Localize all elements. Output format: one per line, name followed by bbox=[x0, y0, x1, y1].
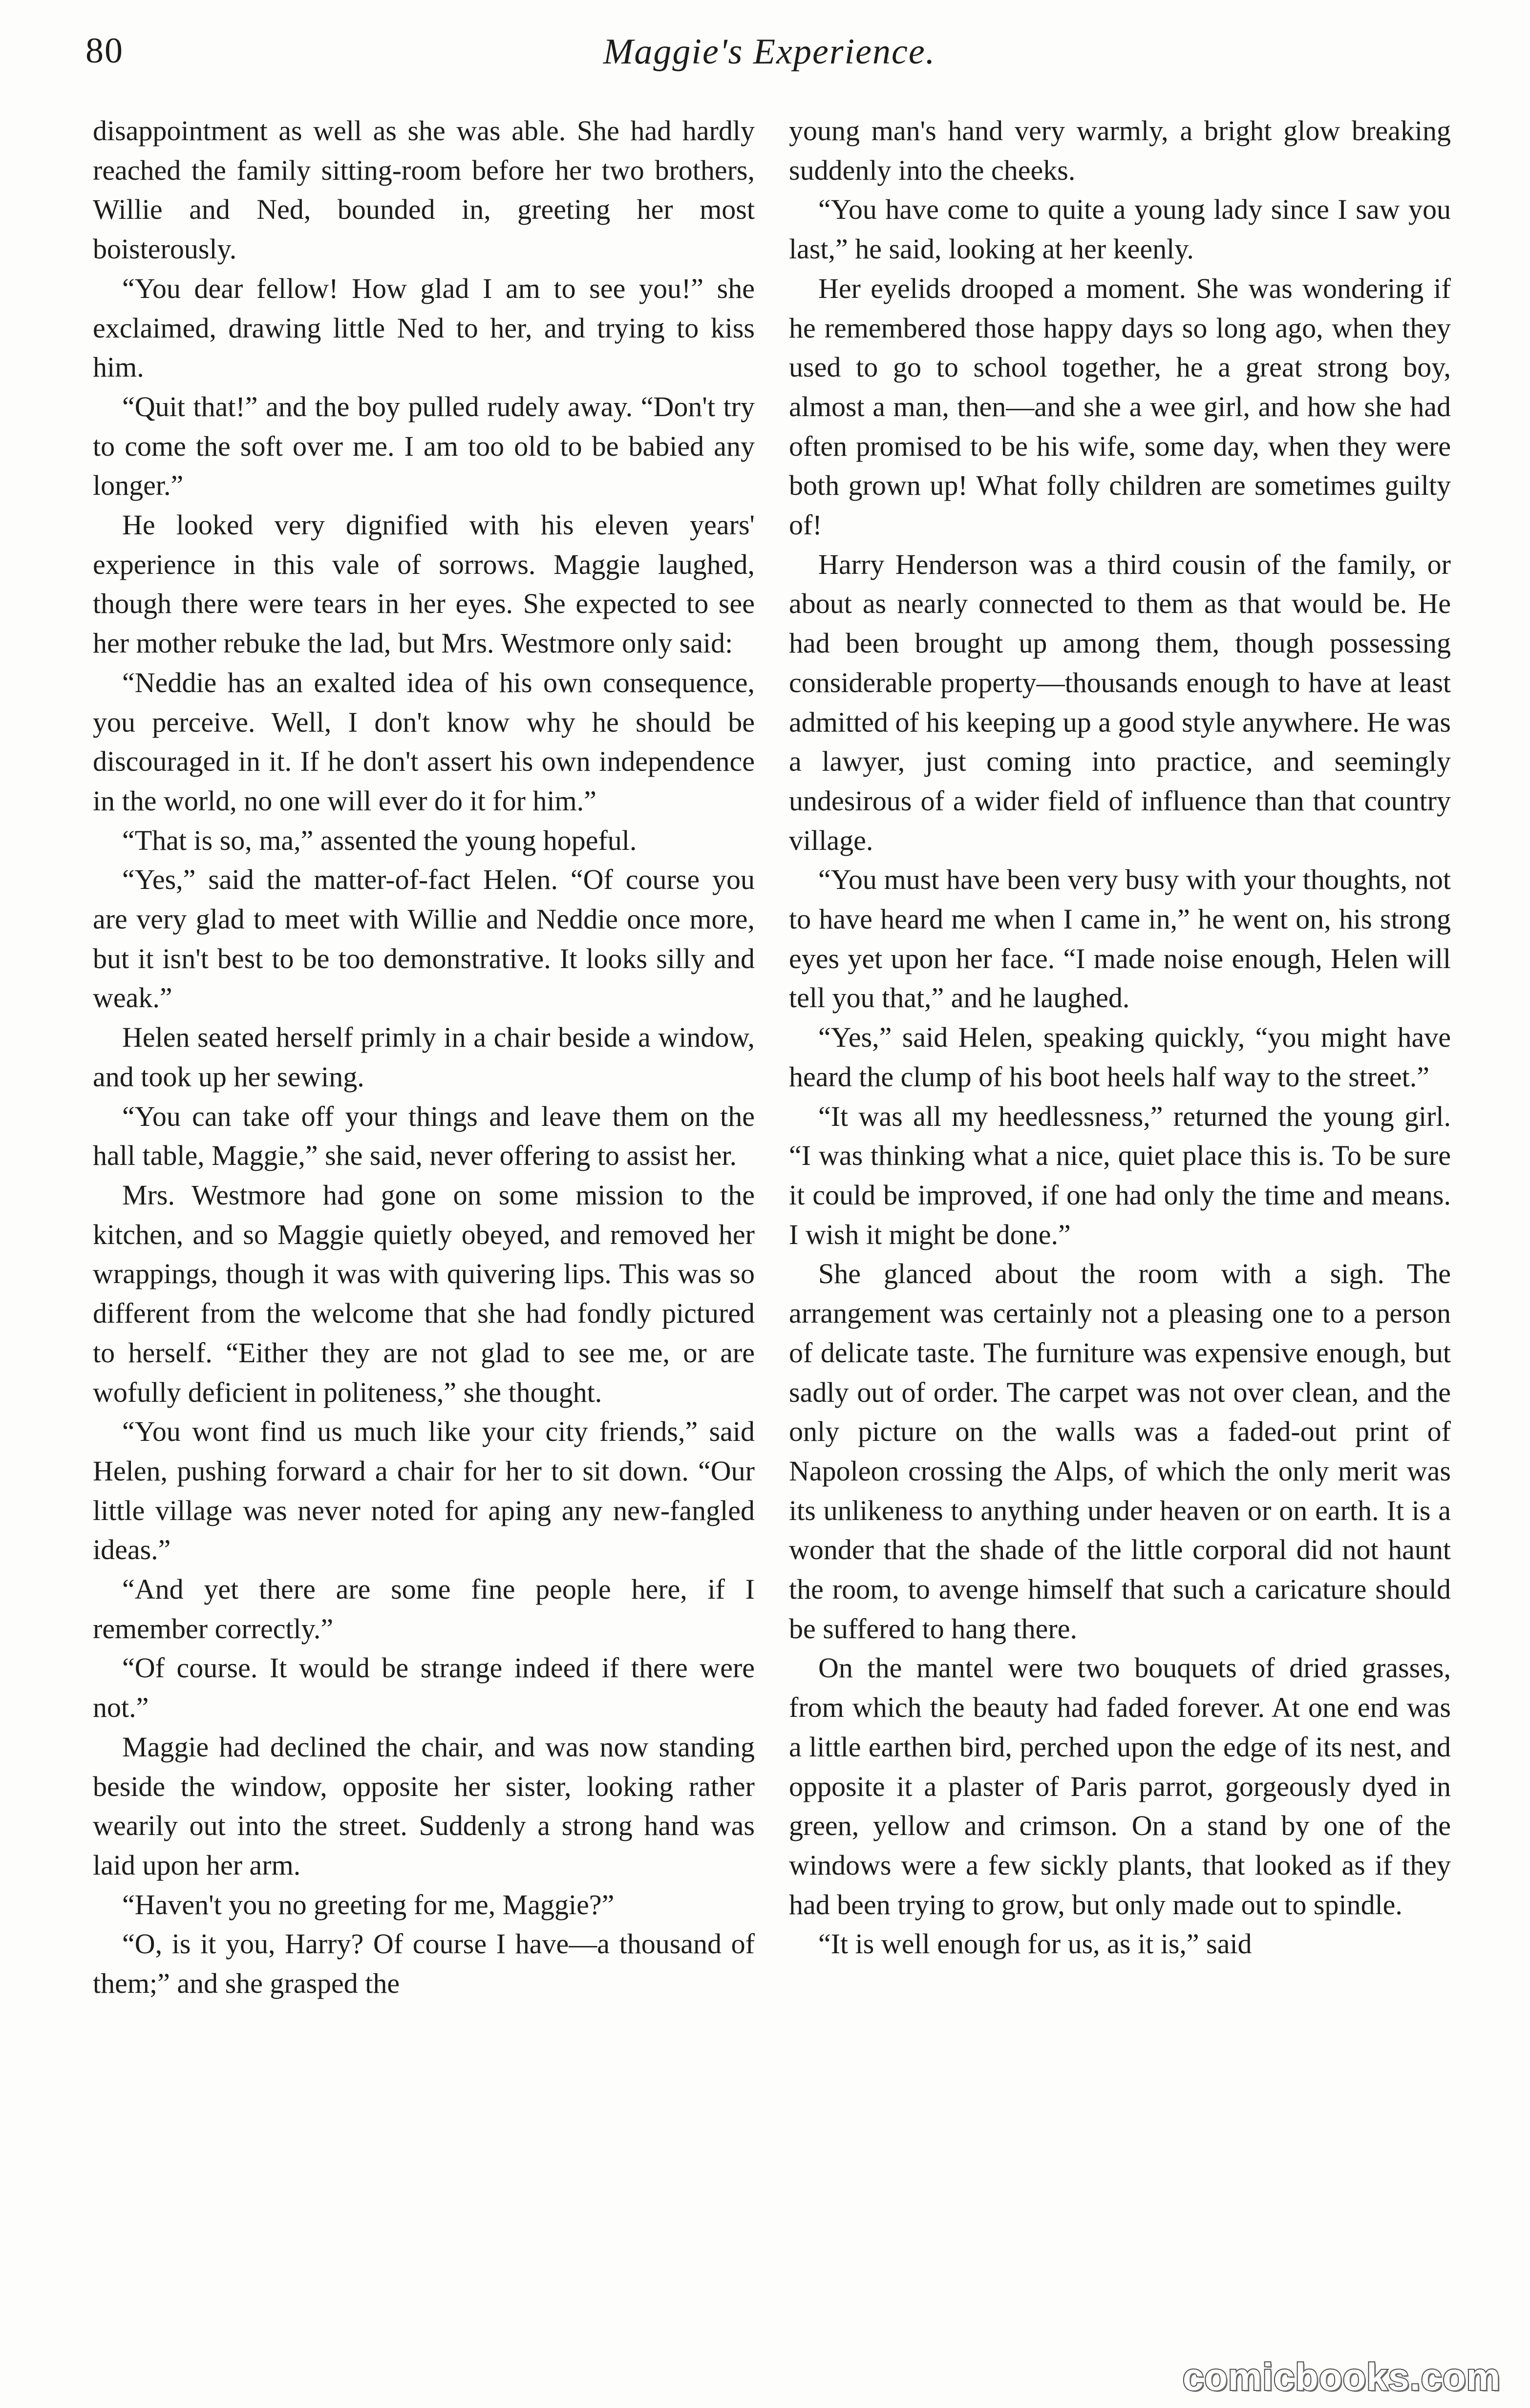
paragraph: “Yes,” said Helen, speaking quickly, “you might have heard the clump of his boot heels half way to the street.” bbox=[789, 1021, 1451, 1093]
paragraph: “Of course. It would be strange indeed if there were not.” bbox=[93, 1652, 755, 1724]
paragraph: She glanced about the room with a sigh. The arrangement was certainly not a pleasing one to a person of delicate taste. The furniture was expensive enough, but sadly out of order. The carpet was not over clean, and the only picture on the walls was a faded-out print of Napoleon crossing the Alps, of which the only merit was its unlikeness to anything under heaven or on earth. It is a wonder that the shade of the little corporal did not haunt the room, to avenge himself that such a caricature should be suffered to hang there. bbox=[789, 1258, 1451, 1645]
paragraph: “You can take off your things and leave them on the hall table, Maggie,” she said, never offering to assist her. bbox=[93, 1100, 755, 1172]
paragraph: Her eyelids drooped a moment. She was wondering if he remembered those happy days so long ago, when they used to go to school together, he a great strong boy, almost a man, then—and she a wee girl, and how she had often promised to be his wife, some day, when they were both grown up! What folly children are sometimes guilty of! bbox=[789, 272, 1451, 541]
paragraph: “Yes,” said the matter-of-fact Helen. “Of course you are very glad to meet with Willie and Neddie once more, but it isn't best to be too demonstrative. It looks silly and weak.” bbox=[93, 864, 755, 1014]
paragraph: He looked very dignified with his eleven years' experience in this vale of sorrows. Maggie laughed, though there were tears in her eyes. She expected to see her mother rebuke the lad, but Mrs. Westmore only said: bbox=[93, 509, 755, 659]
paragraph: “Neddie has an exalted idea of his own consequence, you perceive. Well, I don't know why he should be discouraged in it. If he don't assert his own independence in the world, no one will ever do it for him.” bbox=[93, 666, 755, 817]
paragraph: disappointment as well as she was able. She had hardly reached the family sitting-room before her two brothers, Willie and Ned, bounded in, greeting her most boisterously. bbox=[93, 115, 755, 265]
paragraph: “You dear fellow! How glad I am to see you!” she exclaimed, drawing little Ned to her, and trying to kiss him. bbox=[93, 272, 755, 383]
paragraph: On the mantel were two bouquets of dried grasses, from which the beauty had faded forever. At one end was a little earthen bird, perched upon the edge of its nest, and opposite it a plaster of Paris parrot, gorgeously dyed in green, yellow and crimson. On a stand by one of the windows were a few sickly plants, that looked as if they had been trying to grow, but only made out to spindle. bbox=[789, 1652, 1451, 1921]
paragraph: “You must have been very busy with your thoughts, not to have heard me when I came in,” he went on, his strong eyes yet upon her face. “I made noise enough, Helen will tell you that,” and he laughed. bbox=[789, 864, 1451, 1014]
paragraph: Harry Henderson was a third cousin of the family, or about as nearly connected to them as that would be. He had been brought up among them, though possessing considerable property—thousands enough to have at least admitted of his keeping up a good style anywhere. He was a lawyer, just coming into practice, and seemingly undesirous of a wider field of influence than that country village. bbox=[789, 548, 1451, 856]
right-column bbox=[789, 111, 1451, 1964]
paragraph: “You wont find us much like your city friends,” said Helen, pushing forward a chair for her to sit down. “Our little village was never noted for aping any new-fangled ideas.” bbox=[93, 1415, 755, 1566]
paragraph: “And yet there are some fine people here, if I remember correctly.” bbox=[93, 1573, 755, 1645]
paragraph: “You have come to quite a young lady since I saw you last,” he said, looking at her keenly. bbox=[789, 193, 1451, 265]
left-column bbox=[93, 111, 755, 2004]
paragraph: Mrs. Westmore had gone on some mission to the kitchen, and so Maggie quietly obeyed, and removed her wrappings, though it was with quivering lips. This was so different from the welcome that she had fondly pictured to herself. “Either they are not glad to see me, or are wofully deficient in politeness,” she thought. bbox=[93, 1179, 755, 1408]
paragraph: “That is so, ma,” assented the young hopeful. bbox=[122, 824, 637, 856]
paragraph: Maggie had declined the chair, and was now standing beside the window, opposite her sister, looking rather wearily out into the street. Suddenly a strong hand was laid upon her arm. bbox=[93, 1731, 755, 1881]
running-title: Maggie's Experience. bbox=[603, 32, 936, 72]
paragraph: young man's hand very warmly, a bright glow breaking suddenly into the cheeks. bbox=[789, 115, 1451, 186]
paragraph: “O, is it you, Harry? Of course I have—a thousand of them;” and she grasped the bbox=[93, 1928, 755, 2000]
watermark: comicbooks.com bbox=[1182, 2355, 1501, 2398]
page-number: 80 bbox=[85, 31, 124, 71]
paragraph: Helen seated herself primly in a chair beside a window, and took up her sewing. bbox=[93, 1021, 755, 1093]
paragraph: “Quit that!” and the boy pulled rudely away. “Don't try to come the soft over me. I am too old to be babied any longer.” bbox=[93, 390, 755, 502]
page-header bbox=[85, 23, 1453, 82]
paragraph: “It is well enough for us, as it is,” said bbox=[818, 1928, 1252, 1960]
paragraph: “Haven't you no greeting for me, Maggie?” bbox=[122, 1888, 615, 1921]
paragraph: “It was all my heedlessness,” returned the young girl. “I was thinking what a nice, quiet place this is. To be sure it could be improved, if one had only the time and means. I wish it might be done.” bbox=[789, 1100, 1451, 1250]
